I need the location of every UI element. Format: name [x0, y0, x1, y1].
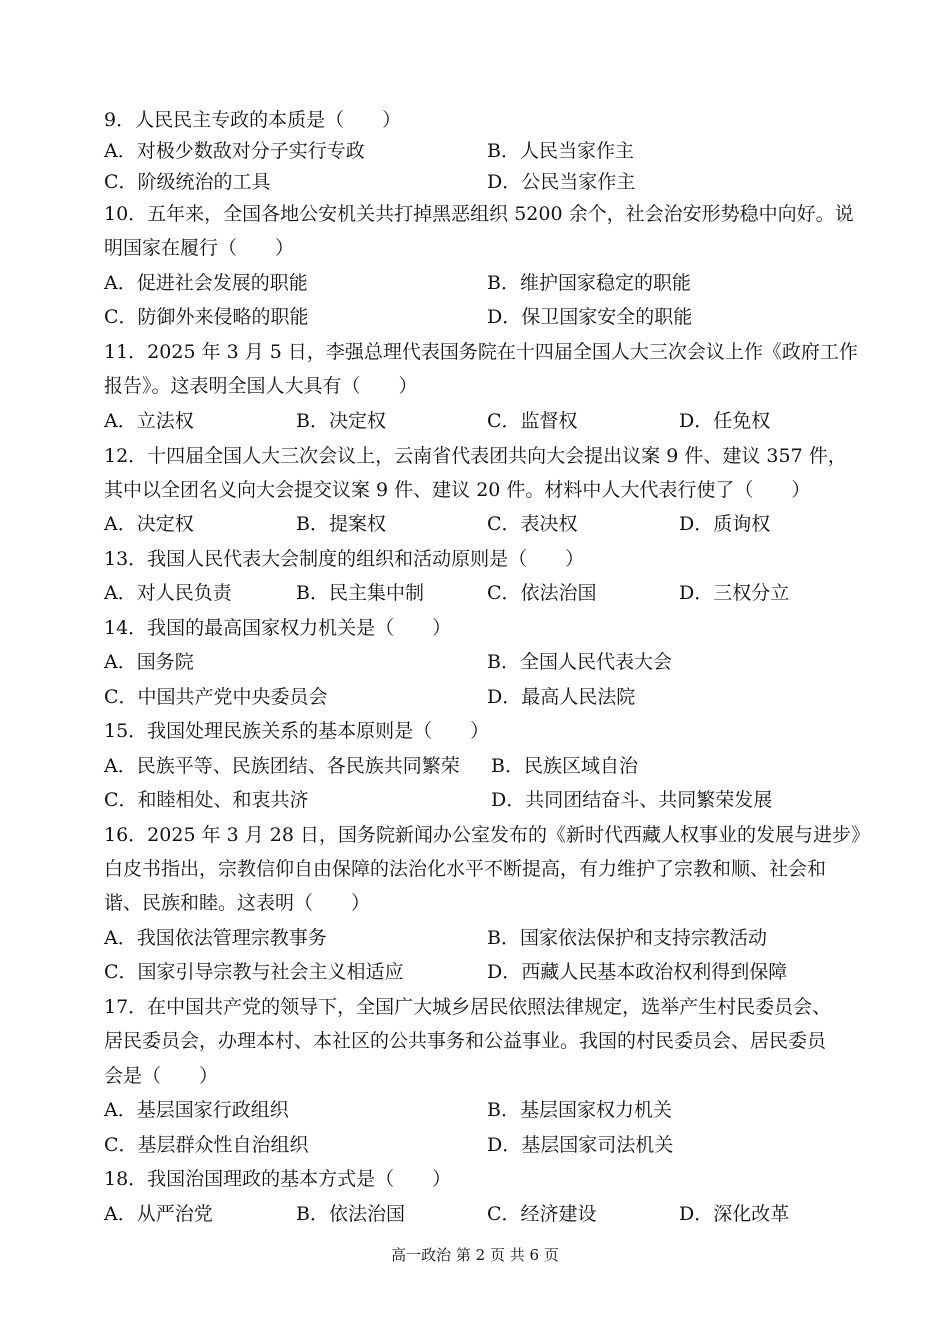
- q16-option-c: C．国家引导宗教与社会主义相适应: [104, 961, 404, 983]
- q12-option-b: B．提案权: [296, 513, 386, 535]
- q14-option-c: C．中国共产党中央委员会: [104, 686, 328, 708]
- q10-option-c: C．防御外来侵略的职能: [104, 306, 309, 328]
- question-16-stem: 白皮书指出，宗教信仰自由保障的法治化水平不断提高，有力维护了宗教和顺、社会和: [104, 858, 827, 880]
- q15-option-d: D．共同团结奋斗、共同繁荣发展: [491, 789, 773, 811]
- question-10-stem: 10．五年来，全国各地公安机关共打掉黑恶组织 5200 余个，社会治安形势稳中向好。说: [104, 203, 854, 225]
- question-11-stem: 11．2025 年 3 月 5 日，李强总理代表国务院在十四届全国人大三次会议上作《政府工作: [104, 341, 858, 363]
- q17-option-b: B．基层国家权力机关: [487, 1099, 672, 1121]
- q15-option-a: A．民族平等、民族团结、各民族共同繁荣: [104, 755, 460, 777]
- q9-option-b: B．人民当家作主: [487, 140, 634, 162]
- question-9-stem: 9．人民民主专政的本质是（ ）: [104, 109, 402, 131]
- q9-option-c: C．阶级统治的工具: [104, 171, 271, 193]
- question-17-stem: 居民委员会，办理本村、本社区的公共事务和公益事业。我国的村民委员会、居民委员: [104, 1030, 827, 1052]
- question-15-stem: 15．我国处理民族关系的基本原则是（ ）: [104, 720, 490, 742]
- question-10-stem: 明国家在履行（ ）: [104, 237, 295, 259]
- q16-option-a: A．我国依法管理宗教事务: [104, 927, 327, 949]
- question-17-stem: 会是（ ）: [104, 1065, 219, 1087]
- q15-option-b: B．民族区域自治: [491, 755, 638, 777]
- q18-option-a: A．从严治党: [104, 1203, 213, 1225]
- q18-option-d: D．深化改革: [679, 1203, 790, 1225]
- q12-option-a: A．决定权: [104, 513, 194, 535]
- question-12-stem: 12．十四届全国人大三次会议上，云南省代表团共向大会提出议案 9 件、建议 357 件，: [104, 445, 847, 467]
- question-14-stem: 14．我国的最高国家权力机关是（ ）: [104, 617, 452, 639]
- q10-option-a: A．促进社会发展的职能: [104, 272, 308, 294]
- q12-option-d: D．质询权: [679, 513, 771, 535]
- q13-option-a: A．对人民负责: [104, 582, 232, 604]
- q9-option-a: A．对极少数敌对分子实行专政: [104, 140, 365, 162]
- question-17-stem: 17．在中国共产党的领导下，全国广大城乡居民依照法律规定，选举产生村民委员会、: [104, 996, 832, 1018]
- q13-option-c: C．依法治国: [487, 582, 597, 604]
- q11-option-b: B．决定权: [296, 410, 386, 432]
- question-13-stem: 13．我国人民代表大会制度的组织和活动原则是（ ）: [104, 548, 585, 570]
- q16-option-d: D．西藏人民基本政治权利得到保障: [487, 961, 788, 983]
- q14-option-d: D．最高人民法院: [487, 686, 636, 708]
- page-footer: 高一政治 第 2 页 共 6 页: [391, 1246, 559, 1264]
- q12-option-c: C．表决权: [487, 513, 578, 535]
- q15-option-c: C．和睦相处、和衷共济: [104, 789, 309, 811]
- q10-option-d: D．保卫国家安全的职能: [487, 306, 693, 328]
- q17-option-d: D．基层国家司法机关: [487, 1134, 674, 1156]
- question-18-stem: 18．我国治国理政的基本方式是（ ）: [104, 1168, 452, 1190]
- q11-option-d: D．任免权: [679, 410, 771, 432]
- question-16-stem: 谐、民族和睦。这表明（ ）: [104, 892, 371, 914]
- question-16-stem: 16．2025 年 3 月 28 日，国务院新闻办公室发布的《新时代西藏人权事业的发展与进步》: [104, 824, 870, 846]
- q17-option-a: A．基层国家行政组织: [104, 1099, 289, 1121]
- q9-option-d: D．公民当家作主: [487, 171, 636, 193]
- question-12-stem: 其中以全团名义向大会提交议案 9 件、建议 20 件。材料中人大代表行使了（ ）: [104, 479, 811, 501]
- q10-option-b: B．维护国家稳定的职能: [487, 272, 691, 294]
- q11-option-a: A．立法权: [104, 410, 194, 432]
- question-11-stem: 报告》。这表明全国人大具有（ ）: [104, 375, 418, 397]
- q16-option-b: B．国家依法保护和支持宗教活动: [487, 927, 767, 949]
- q18-option-b: B．依法治国: [296, 1203, 405, 1225]
- q14-option-b: B．全国人民代表大会: [487, 651, 672, 673]
- q17-option-c: C．基层群众性自治组织: [104, 1134, 309, 1156]
- q11-option-c: C．监督权: [487, 410, 578, 432]
- q13-option-b: B．民主集中制: [296, 582, 424, 604]
- q13-option-d: D．三权分立: [679, 582, 790, 604]
- q14-option-a: A．国务院: [104, 651, 194, 673]
- q18-option-c: C．经济建设: [487, 1203, 597, 1225]
